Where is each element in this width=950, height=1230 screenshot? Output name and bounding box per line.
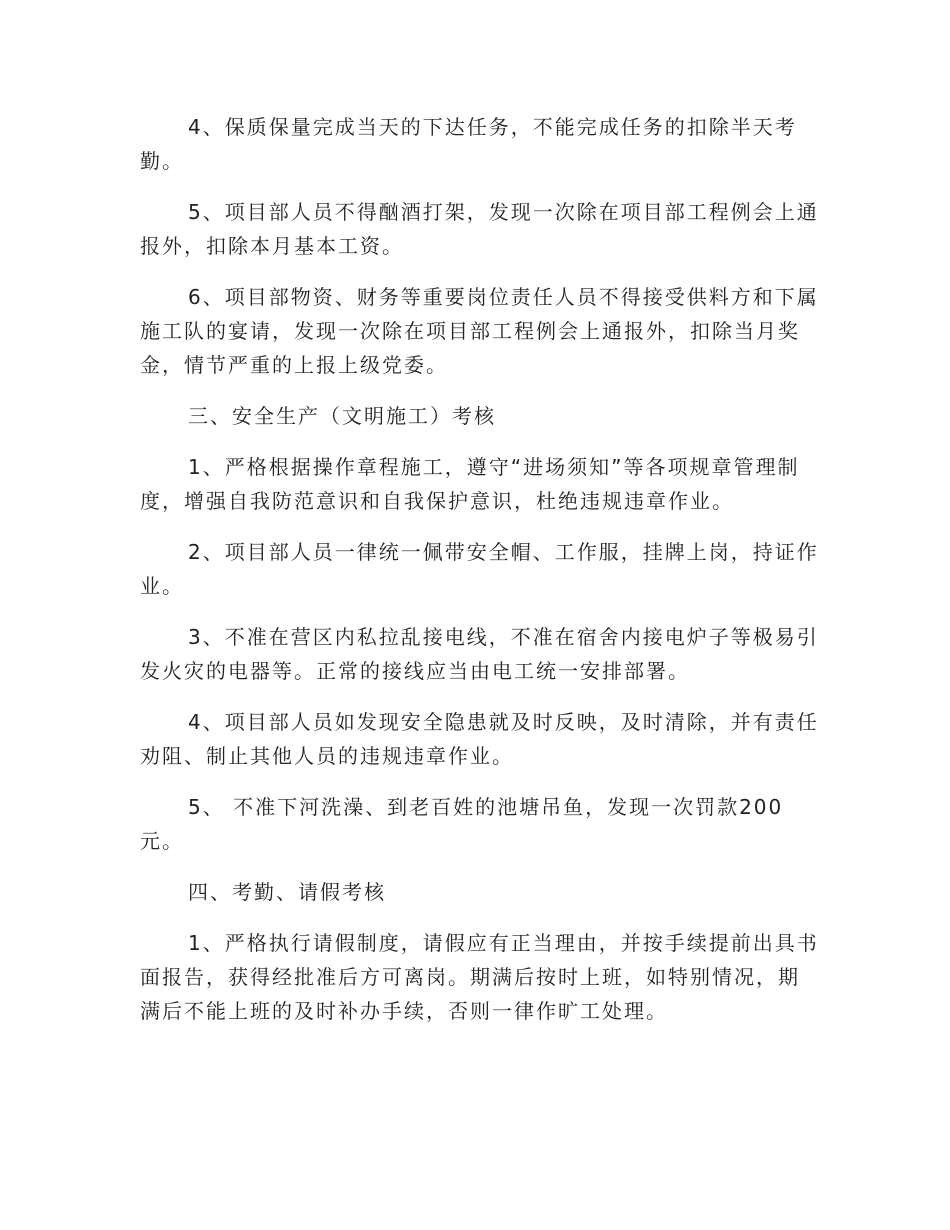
text-line: 报外，扣除本月基本工资。 xyxy=(140,234,404,258)
safety-item-1 xyxy=(140,450,810,518)
text-line: 面报告，获得经批准后方可离岗。期满后按时上班，如特别情况，期 xyxy=(140,965,800,989)
safety-item-4 xyxy=(140,705,819,773)
text-line: 满后不能上班的及时补办手续，否则一律作旷工处理。 xyxy=(140,999,668,1023)
paragraph-item-5 xyxy=(140,195,819,263)
text-line: 劝阻、制止其他人员的违规违章作业。 xyxy=(140,744,514,768)
section-heading-safety: 三、安全生产（文明施工）考核 xyxy=(188,404,496,428)
text-line: 4、项目部人员如发现安全隐患就及时反映，及时清除，并有责任 xyxy=(188,710,819,734)
paragraph-item-6 xyxy=(140,280,819,382)
text-line: 发火灾的电器等。正常的接线应当由电工统一安排部署。 xyxy=(140,659,690,683)
text-line: 业。 xyxy=(140,574,184,598)
section-heading-attendance: 四、考勤、请假考核 xyxy=(188,880,386,904)
text-line: 1、严格执行请假制度，请假应有正当理由，并按手续提前出具书 xyxy=(188,931,819,955)
text-line: 6、项目部物资、财务等重要岗位责任人员不得接受供料方和下属 xyxy=(188,285,819,309)
text-line: 2、项目部人员一律统一佩带安全帽、工作服，挂牌上岗，持证作 xyxy=(188,540,819,564)
text-line: 勤。 xyxy=(140,149,184,173)
attendance-item-1 xyxy=(140,926,819,1028)
text-line: 5、 不准下河洗澡、到老百姓的池塘吊鱼，发现一次罚款200 xyxy=(188,795,784,819)
text-line: 度，增强自我防范意识和自我保护意识，杜绝违规违章作业。 xyxy=(140,489,734,513)
text-line: 5、项目部人员不得酗酒打架，发现一次除在项目部工程例会上通 xyxy=(188,200,819,224)
safety-item-2 xyxy=(140,535,819,603)
safety-item-5 xyxy=(140,790,810,858)
text-line: 1、严格根据操作章程施工，遵守“进场须知”等各项规章管理制 xyxy=(188,455,800,479)
document-body xyxy=(140,110,819,1045)
text-line: 施工队的宴请，发现一次除在项目部工程例会上通报外，扣除当月奖 xyxy=(140,319,800,343)
text-line: 元。 xyxy=(140,829,184,853)
text-line: 4、保质保量完成当天的下达任务，不能完成任务的扣除半天考 xyxy=(188,115,797,139)
safety-item-3 xyxy=(140,620,819,688)
text-line: 金，情节严重的上报上级党委。 xyxy=(140,353,448,377)
text-line: 3、不准在营区内私拉乱接电线，不准在宿舍内接电炉子等极易引 xyxy=(188,625,819,649)
paragraph-item-4 xyxy=(140,110,810,178)
